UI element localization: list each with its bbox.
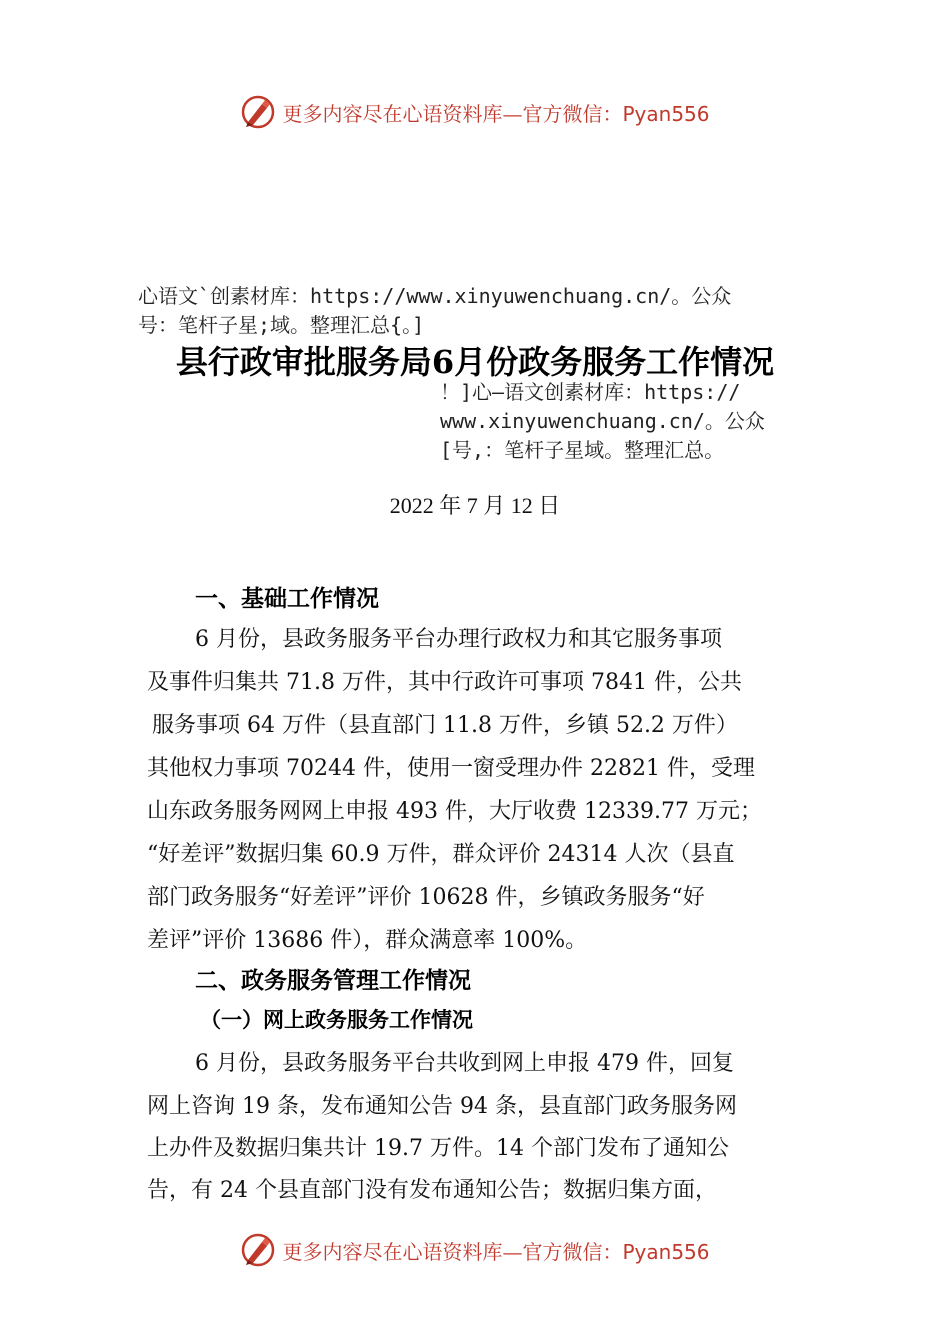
header-banner-text: 更多内容尽在心语资料库—官方微信：Pyan556 [282, 101, 710, 126]
paragraph-line: 告，有 24 个县直部门没有发布通知公告；数据归集方面， [147, 1178, 717, 1203]
watermark-b-line1: ！]心—语文创素材库：https:// [440, 380, 741, 404]
watermark-block-b [440, 378, 765, 465]
section-heading-basic-work: 一、基础工作情况 [195, 586, 379, 612]
subsection-heading-online-service: （一）网上政务服务工作情况 [200, 1007, 473, 1032]
watermark-block-a [138, 282, 731, 340]
section-heading-management: 二、政务服务管理工作情况 [195, 968, 471, 994]
paragraph-line: 上办件及数据归集共计 19.7 万件。14 个部门发布了通知公 [147, 1136, 729, 1161]
footer-wechat-id: Pyan556 [622, 1239, 710, 1264]
paragraph-line: “好差评”数据归集 60.9 万件，群众评价 24314 人次（县直 [147, 842, 735, 867]
paragraph-line: 网上咨询 19 条，发布通知公告 94 条，县直部门政务服务网 [147, 1094, 737, 1119]
watermark-a-line1: 心语文`创素材库：https://www.xinyuwenchuang.cn/。公众 [138, 284, 732, 308]
header-wechat-id: Pyan556 [622, 101, 710, 126]
header-banner [0, 94, 950, 130]
paragraph-line: 山东政务服务网网上申报 493 件，大厅收费 12339.77 万元； [147, 799, 762, 824]
footer-banner-text: 更多内容尽在心语资料库—官方微信：Pyan556 [282, 1239, 710, 1264]
document-date: 2022 年 7 月 12 日 [389, 493, 561, 518]
footer-banner [0, 1232, 950, 1268]
document-title: 县行政审批服务局6月份政务服务工作情况 [175, 343, 775, 381]
paragraph-line: 6 月份，县政务服务平台办理行政权力和其它服务事项 [195, 627, 722, 652]
paragraph-line: 差评”评价 13686 件），群众满意率 100%。 [147, 928, 588, 953]
paragraph-line: 其他权力事项 70244 件，使用一窗受理办件 22821 件，受理 [147, 756, 755, 781]
watermark-b-line3: [号,：笔杆子星域。整理汇总。 [440, 438, 725, 462]
watermark-a-line2: 号：笔杆子星;域。整理汇总{。] [138, 313, 425, 337]
paragraph-line: 部门政务服务“好差评”评价 10628 件，乡镇政务服务“好 [147, 885, 705, 910]
paragraph-line: 6 月份，县政务服务平台共收到网上申报 479 件，回复 [195, 1051, 734, 1076]
pen-logo-icon [240, 94, 276, 130]
watermark-b-line2: www.xinyuwenchuang.cn/。公众 [440, 409, 765, 433]
pen-logo-icon [240, 1232, 276, 1268]
paragraph-line: 服务事项 64 万件（县直部门 11.8 万件，乡镇 52.2 万件） [152, 713, 738, 738]
paragraph-line: 及事件归集共 71.8 万件，其中行政许可事项 7841 件，公共 [147, 670, 742, 695]
